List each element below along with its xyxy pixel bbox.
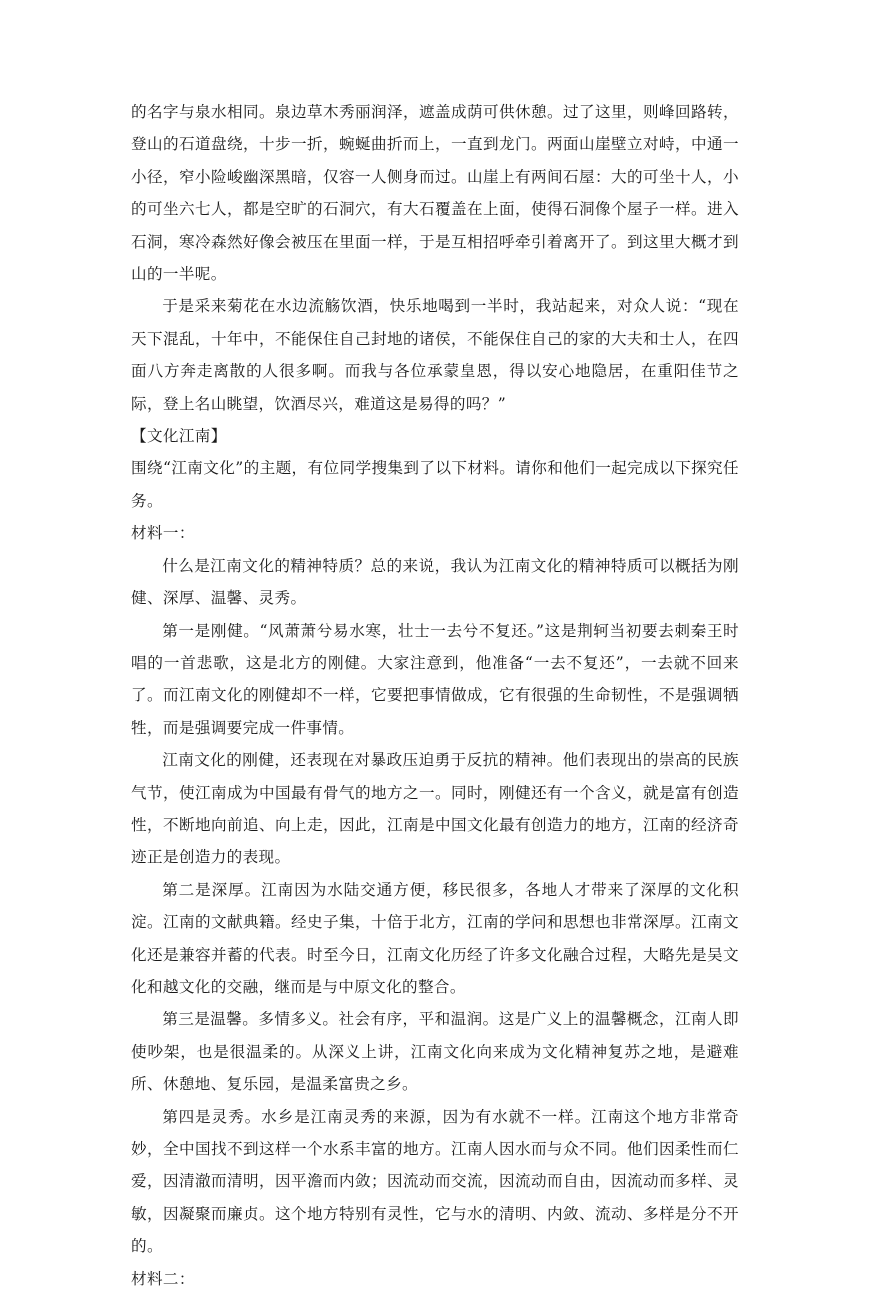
material-two-label: 材料二： <box>131 1269 195 1288</box>
paragraph-chrysanthemum-wine: 于是采来菊花在水边流觞饮酒，快乐地喝到一半时，我站起来，对众人说：“现在天下混乱，十年中，不能保住自己封地的诸侯，不能保住自己的家的大夫和士人，在四面八方奔走离散的人很多啊。而我与各位承蒙皇恩，得以安心地隐居，在重阳佳节之际，登上名山眺望，饮酒尽兴，难道这是易得的吗？” <box>131 297 739 413</box>
section-heading-culture-jiangnan: 【文化江南】 <box>131 427 227 446</box>
paragraph-fourth-grace: 第四是灵秀。水乡是江南灵秀的来源，因为有水就不一样。江南这个地方非常奇妙，全中国找不到这样一个水系丰富的地方。江南人因水而与众不同。他们因柔性而仁爱，因清澈而清明，因平澹而内敛；因流动而交流，因流动而自由，因流动而多样、灵敏，因凝聚而廉贞。这个地方特别有灵性，它与水的清明、内敛、流动、多样是分不开的。 <box>131 1107 739 1256</box>
paragraph-second-depth: 第二是深厚。江南因为水陆交通方便，移民很多，各地人才带来了深厚的文化积淀。江南的文献典籍。经史子集，十倍于北方，江南的学问和思想也非常深厚。江南文化还是兼容并蓄的代表。时至今日，江南文化历经了许多文化融合过程，大略先是吴文化和越文化的交融，继而是与中原文化的整合。 <box>131 880 739 996</box>
paragraph-continuation: 的名字与泉水相同。泉边草木秀丽润泽，遮盖成荫可供休憩。过了这里，则峰回路转，登山的石道盘绕，十步一折，蜿蜒曲折而上，一直到龙门。两面山崖壁立对峙，中通一小径，窄小险峻幽深黑暗，仅容一人侧身而过。山崖上有两间石屋：大的可坐十人，小的可坐六七人，都是空旷的石洞穴，有大石覆盖在上面，使得石洞像个屋子一样。进入石洞，寒冷森然好像会被压在里面一样，于是互相招呼牵引着离开了。到这里大概才到山的一半呢。 <box>131 103 739 284</box>
paragraph-first-vigor: 第一是刚健。“风萧萧兮易水寒，壮士一去兮不复还。”这是荆轲当初要去刺秦王时唱的一首悲歌，这是北方的刚健。大家注意到，他准备“一去不复还”，一去就不回来了。而江南文化的刚健却不一样，它要把事情做成，它有很强的生命韧性，不是强调牺牲，而是强调要完成一件事情。 <box>131 621 739 737</box>
material-one-label: 材料一： <box>131 524 195 543</box>
paragraph-vigor-resistance: 江南文化的刚健，还表现在对暴政压迫勇于反抗的精神。他们表现出的崇高的民族气节，使江南成为中国最有骨气的地方之一。同时，刚健还有一个含义，就是富有创造性，不断地向前追、向上走，因此，江南是中国文化最有创造力的地方，江南的经济奇迹正是创造力的表现。 <box>131 751 739 867</box>
task-instruction: 围绕“江南文化”的主题，有位同学搜集到了以下材料。请你和他们一起完成以下探究任务。 <box>131 459 739 510</box>
document-body <box>131 96 739 1295</box>
paragraph-third-warmth: 第三是温馨。多情多义。社会有序，平和温润。这是广义上的温馨概念，江南人即使吵架，也是很温柔的。从深义上讲，江南文化向来成为文化精神复苏之地，是避难所、休憩地、复乐园，是温柔富贵之乡。 <box>131 1010 739 1094</box>
paragraph-spirit-overview: 什么是江南文化的精神特质？总的来说，我认为江南文化的精神特质可以概括为刚健、深厚、温馨、灵秀。 <box>131 556 739 608</box>
